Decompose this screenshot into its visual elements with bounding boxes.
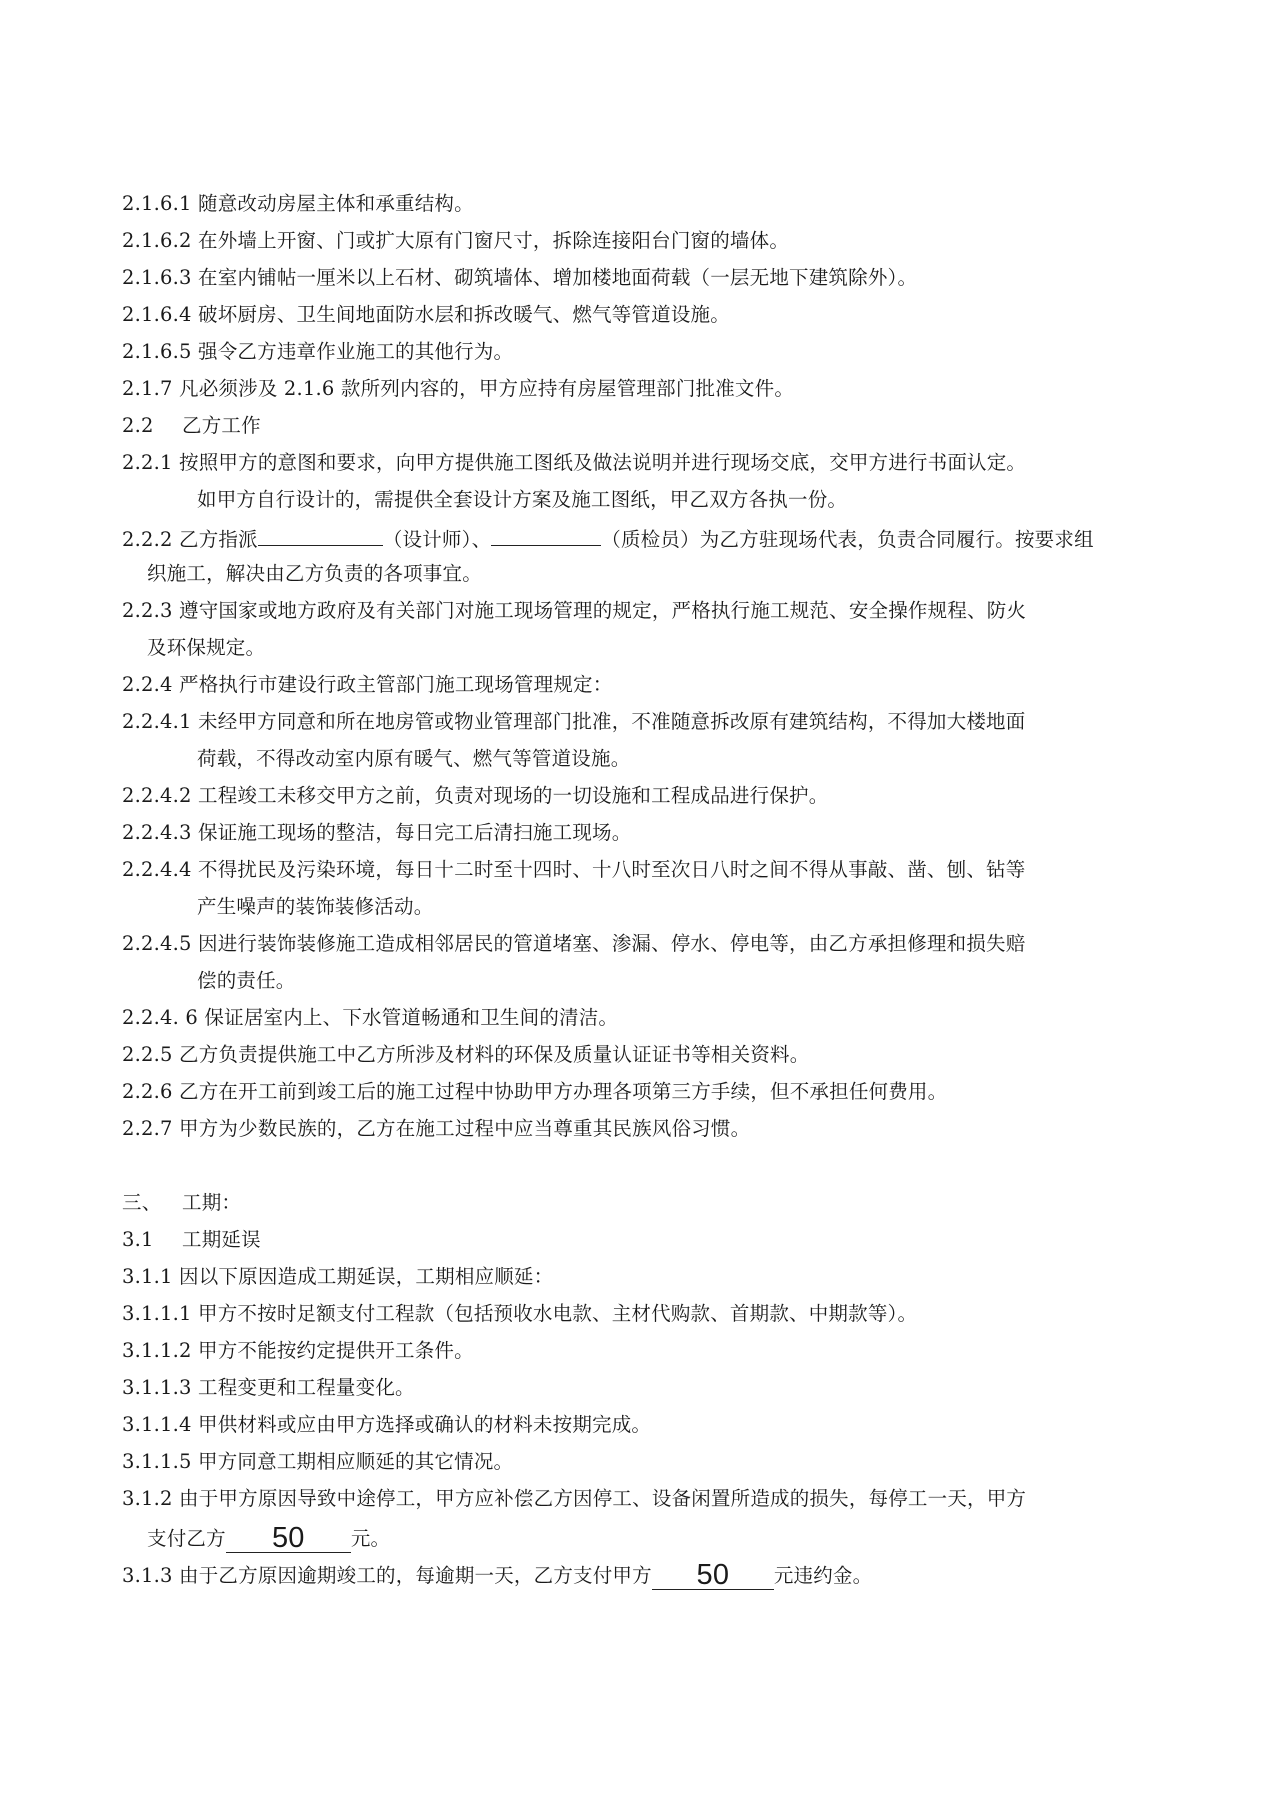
clause-2-1-6-2: 2.1.6.2 在外墙上开窗、门或扩大原有门窗尺寸，拆除连接阳台门窗的墙体。 xyxy=(122,229,790,252)
clause-3-1-1-3: 3.1.1.3 工程变更和工程量变化。 xyxy=(122,1376,415,1399)
clause-2-2-1: 2.2.1 按照甲方的意图和要求，向甲方提供施工图纸及做法说明并进行现场交底，交甲方进行书面认定。 xyxy=(122,451,1027,474)
section-title: 工期： xyxy=(182,1191,242,1214)
clause-2-2-4-1-cont: 荷载，不得改动室内原有暖气、燃气等管道设施。 xyxy=(197,747,631,770)
clause-text: 元违约金。 xyxy=(773,1564,873,1587)
penalty-amount: 50 xyxy=(652,1561,774,1590)
clause-2-2-7: 2.2.7 甲方为少数民族的，乙方在施工过程中应当尊重其民族风俗习惯。 xyxy=(122,1117,751,1140)
clause-2-1-6-1: 2.1.6.1 随意改动房屋主体和承重结构。 xyxy=(122,192,474,215)
clause-text: 2.2.2 乙方指派 xyxy=(122,528,258,551)
clause-2-2-1-cont: 如甲方自行设计的，需提供全套设计方案及施工图纸，甲乙双方各执一份。 xyxy=(197,488,848,511)
clause-2-2-4-6: 2.2.4. 6 保证居室内上、下水管道畅通和卫生间的清洁。 xyxy=(122,1006,619,1029)
clause-2-1-6-3: 2.1.6.3 在室内铺帖一厘米以上石材、砌筑墙体、增加楼地面荷载（一层无地下建筑除外）。 xyxy=(122,266,918,289)
clause-text: 元。 xyxy=(350,1527,391,1550)
clause-text: 支付乙方 xyxy=(147,1527,226,1550)
clause-3-1-1-2: 3.1.1.2 甲方不能按约定提供开工条件。 xyxy=(122,1339,474,1362)
section-2-2-heading xyxy=(122,414,261,438)
clause-3-1-1-4: 3.1.1.4 甲供材料或应由甲方选择或确认的材料未按期完成。 xyxy=(122,1413,652,1436)
section-number: 三、 xyxy=(122,1191,162,1214)
section-title: 乙方工作 xyxy=(182,414,261,437)
clause-2-2-3-cont: 及环保规定。 xyxy=(147,636,266,659)
section-3-1-heading xyxy=(122,1228,261,1252)
clause-3-1-2: 3.1.2 由于甲方原因导致中途停工，甲方应补偿乙方因停工、设备闲置所造成的损失，每停工一天，甲方 xyxy=(122,1487,1027,1510)
clause-2-2-4: 2.2.4 严格执行市建设行政主管部门施工现场管理规定： xyxy=(122,673,613,696)
clause-2-2-3: 2.2.3 遵守国家或地方政府及有关部门对施工现场管理的规定，严格执行施工规范、安全操作规程、防火 xyxy=(122,599,1027,622)
clause-text: 3.1.3 由于乙方原因逾期竣工的，每逾期一天，乙方支付甲方 xyxy=(122,1564,652,1587)
clause-2-1-6-5: 2.1.6.5 强令乙方违章作业施工的其他行为。 xyxy=(122,340,514,363)
clause-text: （设计师）、 xyxy=(382,528,492,551)
clause-2-2-4-4: 2.2.4.4 不得扰民及污染环境，每日十二时至十四时、十八时至次日八时之间不得从事敲、凿、刨、钻等 xyxy=(122,858,1026,881)
inspector-blank xyxy=(491,525,601,546)
section-3-heading xyxy=(122,1191,241,1215)
compensation-amount: 50 xyxy=(226,1524,351,1553)
clause-2-2-4-2: 2.2.4.2 工程竣工未移交甲方之前，负责对现场的一切设施和工程成品进行保护。 xyxy=(122,784,829,807)
designer-blank xyxy=(258,525,383,546)
clause-2-2-2-cont: 织施工，解决由乙方负责的各项事宜。 xyxy=(147,562,482,585)
clause-3-1-1: 3.1.1 因以下原因造成工期延误，工期相应顺延： xyxy=(122,1265,554,1288)
section-number: 2.2 xyxy=(122,414,154,437)
clause-3-1-1-1: 3.1.1.1 甲方不按时足额支付工程款（包括预收水电款、主材代购款、首期款、中期款等）。 xyxy=(122,1302,918,1325)
clause-2-2-4-1: 2.2.4.1 未经甲方同意和所在地房管或物业管理部门批准，不准随意拆改原有建筑结构，不得加大楼地面 xyxy=(122,710,1026,733)
section-title: 工期延误 xyxy=(182,1228,261,1251)
clause-2-2-4-5: 2.2.4.5 因进行装饰装修施工造成相邻居民的管道堵塞、渗漏、停水、停电等，由乙方承担修理和损失赔 xyxy=(122,932,1026,955)
clause-2-2-4-5-cont: 偿的责任。 xyxy=(197,969,296,992)
clause-3-1-3 xyxy=(122,1561,872,1590)
clause-3-1-2-cont xyxy=(147,1524,390,1553)
clause-3-1-1-5: 3.1.1.5 甲方同意工期相应顺延的其它情况。 xyxy=(122,1450,514,1473)
clause-2-2-4-3: 2.2.4.3 保证施工现场的整洁，每日完工后清扫施工现场。 xyxy=(122,821,632,844)
clause-text: （质检员）为乙方驻现场代表，负责合同履行。按要求组 xyxy=(601,528,1094,551)
clause-2-2-5: 2.2.5 乙方负责提供施工中乙方所涉及材料的环保及质量认证证书等相关资料。 xyxy=(122,1043,810,1066)
section-number: 3.1 xyxy=(122,1228,154,1251)
clause-2-2-2 xyxy=(122,525,1094,552)
clause-2-1-7: 2.1.7 凡必须涉及 2.1.6 款所列内容的，甲方应持有房屋管理部门批准文件。 xyxy=(122,377,795,400)
clause-2-2-6: 2.2.6 乙方在开工前到竣工后的施工过程中协助甲方办理各项第三方手续，但不承担任何费用。 xyxy=(122,1080,948,1103)
clause-2-2-4-4-cont: 产生噪声的装饰装修活动。 xyxy=(197,895,434,918)
clause-2-1-6-4: 2.1.6.4 破坏厨房、卫生间地面防水层和拆改暖气、燃气等管道设施。 xyxy=(122,303,730,326)
